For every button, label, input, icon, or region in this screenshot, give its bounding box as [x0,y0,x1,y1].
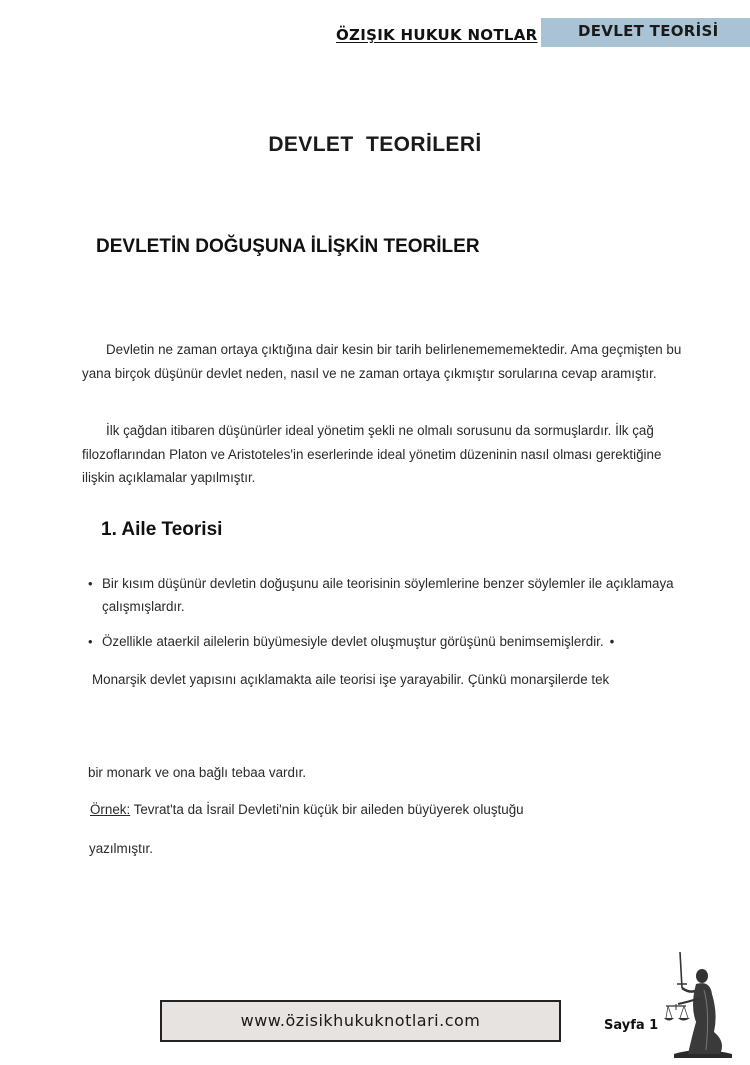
monark-line: bir monark ve ona bağlı tebaa vardır. [88,765,307,780]
paragraph-intro: Devletin ne zaman ortaya çıktığına dair kesin bir tarih belirlenemememektedir. Ama geçmişten bu yana birçok düşünür devlet neden, nasıl ve ne zaman ortaya çıkmıştır sorularına cevap aramıştır. [82,342,682,381]
monarsik-line: Monarşik devlet yapısını açıklamakta aile teorisi işe yarayabilir. Çünkü monarşilerde tek [92,672,610,687]
bullet-item [88,572,708,618]
lady-justice-icon [660,950,740,1060]
brand-title: ÖZIŞIK HUKUK NOTLAR [336,26,538,44]
document-title: DEVLET TEORİLERİ [268,133,482,156]
bullet-list [88,572,708,653]
bullet-text: Özellikle ataerkil ailelerin büyümesiyle devlet oluşmuştur görüşünü benimsemişlerdir. [102,634,604,649]
bullet-dot-icon: • [88,634,93,649]
example-line-end: yazılmıştır. [89,841,153,856]
bullet-text: Bir kısım düşünür devletin doğuşunu aile teorisinin söylemlerine benzer söylemler ile açıklamaya çalışmışlardır. [102,576,674,614]
paragraph-ancient: İlk çağdan itibaren düşünürler ideal yönetim şekli ne olmalı sorusunu da sormuşlardır. İlk çağ filozoflarından Platon ve Aristoteles'in eserlerinde ideal yönetim düzeninin nasıl olması gerektiğine ilişkin açıklamalar yapılmıştır. [82,423,662,485]
chapter-tab: DEVLET TEORİSİ [541,18,750,47]
bullet-dot-icon: • [609,634,615,649]
example-line [90,802,524,817]
website-link[interactable]: www.özisikhukuknotlari.com [160,1000,561,1042]
example-label: Örnek: [90,802,131,817]
bullet-item [88,630,708,653]
example-text: Tevrat'ta da İsrail Devleti'nin küçük bir aileden büyüyerek oluştuğu [130,802,524,817]
section-title: DEVLETİN DOĞUŞUNA İLİŞKİN TEORİLER [96,236,480,257]
bullet-dot-icon: • [88,576,93,591]
page-number: Sayfa 1 [604,1018,659,1033]
subsection-title: 1. Aile Teorisi [101,519,223,540]
